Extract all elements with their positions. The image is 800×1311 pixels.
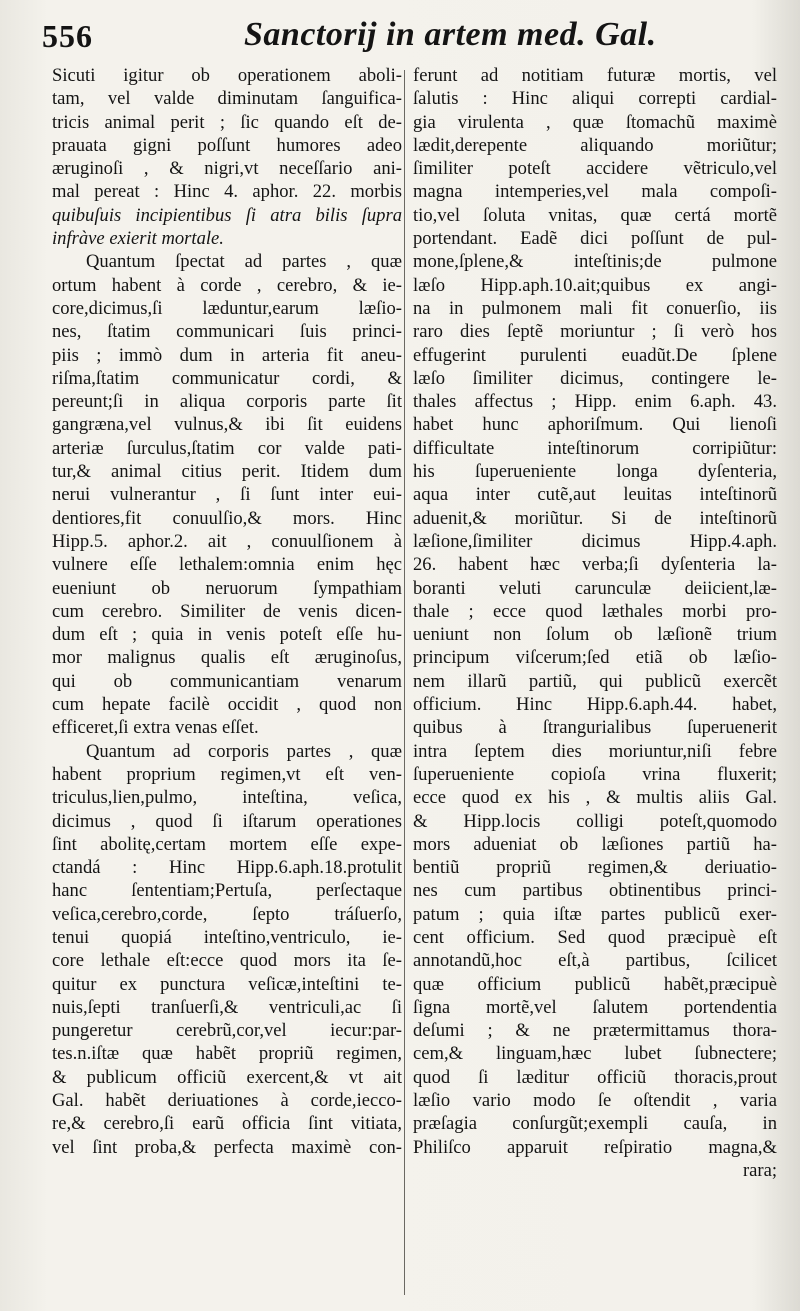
text-line: officium. Hinc Hipp.6.aph.44. habet, — [413, 694, 777, 716]
text-line: efficeret,ſi extra venas eſſet. — [52, 717, 259, 739]
text-line: tam, vel valde diminutam ſanguifica- — [52, 88, 402, 110]
text-line: difficultate inteſtinorum corripiũtur: — [413, 437, 777, 459]
text-line: lædit,derepente aliquando moriũtur; — [413, 134, 777, 156]
text-line: raro dies ſeptẽ moriuntur ; ſi verò hos — [413, 321, 777, 343]
text-line: mors adueniat ob læſiones partiũ ha- — [413, 833, 777, 855]
text-line: ſuperueniente copioſa vrina fluxerit; — [413, 763, 777, 785]
text-line: gia virulenta , quæ ſtomachũ maximè — [413, 111, 777, 133]
text-line: læſione,ſimiliter dicimus Hipp.4.aph. — [413, 530, 777, 552]
text-line: cum hepate facilè occidit , quod non — [52, 694, 402, 716]
text-line: tio,vel ſoluta vnitas, quæ certá mortẽ — [413, 204, 777, 226]
text-line: præſagia conſurgũt;exempli cauſa, in — [413, 1113, 777, 1135]
text-line: veſica,cerebro,corde, ſepto tráſuerſo, — [52, 903, 402, 925]
column-divider — [404, 70, 405, 1295]
text-line: boranti veluti carunculæ deiicient,læ- — [413, 577, 777, 599]
text-line: prauata gigni poſſunt humores adeo — [52, 134, 402, 156]
text-line: habent proprium regimen,vt eſt ven- — [52, 763, 402, 785]
text-line: læſio vario modo ſe oſtendit , varia — [413, 1090, 777, 1112]
text-line: na in pulmonem mali fit conuerſio, iis — [413, 297, 777, 319]
text-line: cent officium. Sed quod præcipuè eſt — [413, 926, 777, 948]
text-line: deſumi ; & ne prætermittamus thora- — [413, 1020, 777, 1042]
text-line: ueniunt non ſolum ob læſionẽ trium — [413, 624, 777, 646]
text-line: læſo ſimiliter dicimus, contingere le- — [413, 367, 777, 389]
text-line: nes cum partibus obtinentibus princi- — [413, 880, 777, 902]
text-line: quibus à ſtrangurialibus ſuperuenerit — [413, 717, 777, 739]
text-line: vel ſint proba,& perfecta maximè con- — [52, 1136, 402, 1158]
text-line: vulnere eſſe lethalem:omnia enim hęc — [52, 554, 402, 576]
text-line: intra ſeptem dies moriuntur,niſi febre — [413, 740, 777, 762]
text-line: nerui vulnerantur , ſi ſunt inter eui- — [52, 484, 402, 506]
text-line: aqua inter cutẽ,aut leuitas inteſtinorũ — [413, 484, 777, 506]
text-line: ſigna mortẽ,vel ſalutem portendentia — [413, 996, 777, 1018]
text-line: rara; — [742, 1159, 777, 1181]
text-line: cem,& linguam,hæc lubet ſubnectere; — [413, 1043, 777, 1065]
text-line: core,dicimus,ſi læduntur,earum læſio- — [52, 297, 402, 319]
text-line: ferunt ad notitiam futuræ mortis, vel — [413, 65, 777, 86]
text-line: & publicum officiũ exercent,& vt ait — [52, 1066, 402, 1088]
right-text-column — [413, 64, 777, 1182]
text-line: æruginoſi , & nigri,vt neceſſario ani- — [52, 158, 402, 180]
text-line: 26. habent hæc verba;ſi dyſenteria la- — [413, 554, 777, 576]
text-line: Philiſco apparuit reſpiratio magna,& — [413, 1136, 777, 1158]
running-head: Sanctorij in artem med. Gal. — [244, 16, 657, 53]
text-line: infràve exierit mortale. — [52, 228, 224, 250]
text-line: annotandũ,hoc eſt,à partibus, ſcilicet — [413, 950, 777, 972]
text-line: mal pereat : Hinc 4. aphor. 22. morbis — [52, 181, 402, 203]
text-line: nem illarũ partiũ, qui publicũ exercẽt — [413, 670, 777, 692]
text-line: ſimiliter poteſt accidere vẽtriculo,vel — [413, 158, 777, 180]
text-line: triculus,lien,pulmo, inteſtina, veſica, — [52, 787, 402, 809]
text-line: aduenit,& moriũtur. Si de inteſtinorũ — [413, 507, 777, 529]
text-line: mone,ſplene,& inteſtinis;de pulmone — [413, 251, 777, 273]
text-line: ſint abolitę,certam mortem eſſe expe- — [52, 833, 402, 855]
text-line: tricis animal perit ; ſic quando eſt de- — [52, 111, 402, 133]
text-line: nuis,ſepti tranſuerſi,& ventriculi,ac ſi — [52, 996, 402, 1018]
text-line: nes, ſtatim communicari ſuis princi- — [52, 321, 402, 343]
text-line: & Hipp.locis colligi poteſt,quomodo — [413, 810, 777, 832]
page-header — [0, 0, 800, 64]
text-line: arteriæ ſurculus,ſtatim cor valde pati- — [52, 437, 402, 459]
text-line: effugerint purulenti euadũt.De ſplene — [413, 344, 777, 366]
text-line: tur,& animal citius perit. Itidem dum — [52, 461, 402, 483]
text-line: Quantum ſpectat ad partes , quæ — [86, 251, 402, 273]
text-line: magna intemperies,vel mala compoſi- — [413, 181, 777, 203]
text-line: patum ; quia iſtæ partes publicũ exer- — [413, 903, 777, 925]
text-line: mor malignus qualis eſt æruginoſus, — [52, 647, 402, 669]
text-line: ortum habent à corde , cerebro, & ie- — [52, 274, 402, 296]
text-line: dentiores,fit conuulſio,& mors. Hinc — [52, 507, 402, 529]
text-line: Quantum ad corporis partes , quæ — [86, 740, 402, 762]
text-line: re,& cerebro,ſi earũ officia ſint vitiata, — [52, 1113, 402, 1135]
text-line: quod ſi læditur officiũ thoracis,prout — [413, 1066, 777, 1088]
text-line: thale ; ecce quod læthales morbi pro- — [413, 600, 777, 622]
text-line: læſo Hipp.aph.10.ait;quibus ex angi- — [413, 274, 777, 296]
text-line: quibuſuis incipientibus ſi atra bilis ſupra — [52, 204, 402, 226]
text-line: Sicuti igitur ob operationem aboli- — [52, 65, 402, 86]
text-line: qui ob communicantiam venarum — [52, 670, 402, 692]
text-line: principum viſcerum;ſed etiã ob læſio- — [413, 647, 777, 669]
text-line: quitur ex punctura veſicæ,inteſtini te- — [52, 973, 402, 995]
text-line: habet hunc aphoriſmum. Qui lienoſi — [413, 414, 777, 436]
text-line: ſalutis : Hinc aliqui correpti cardial- — [413, 88, 777, 110]
text-line: eueniunt ob neruorum ſympathiam — [52, 577, 402, 599]
text-line: portendant. Eadẽ dici poſſunt de pul- — [413, 228, 777, 250]
text-line: pungeretur cerebrũ,cor,vel iecur:par- — [52, 1020, 402, 1042]
text-line: his ſuperueniente longa dyſenteria, — [413, 461, 777, 483]
text-line: gangræna,vel vulnus,& ibi ſit euidens — [52, 414, 402, 436]
text-line: ctandá : Hinc Hipp.6.aph.18.protulit — [52, 857, 402, 879]
text-line: pereunt;ſi in aliqua corporis parte ſit — [52, 391, 402, 413]
text-line: bentiũ propriũ regimen,& deriuatio- — [413, 857, 777, 879]
text-line: riſma,ſtatim communicatur cordi, & — [52, 367, 402, 389]
text-line: quæ officium publicũ habẽt,præcipuè — [413, 973, 777, 995]
text-line: Hipp.5. aphor.2. ait , conuulſionem à — [52, 530, 402, 552]
text-line: dicimus , quod ſi iſtarum operationes — [52, 810, 402, 832]
text-line: dum eſt ; quia in venis poteſt eſſe hu- — [52, 624, 402, 646]
text-line: hanc ſententiam;Pertuſa, perſectaque — [52, 880, 402, 902]
left-text-column — [52, 64, 402, 1159]
text-line: core lethale eſt:ecce quod mors ita ſe- — [52, 950, 402, 972]
page-number: 556 — [42, 18, 93, 54]
text-line: thales affectus ; Hipp. enim 6.aph. 43. — [413, 391, 777, 413]
text-line: tenui quopiá inteſtino,ventriculo, ie- — [52, 926, 402, 948]
text-line: ecce quod ex his , & multis aliis Gal. — [413, 787, 777, 809]
text-line: Gal. habẽt deriuationes à corde,iecco- — [52, 1090, 402, 1112]
text-line: piis ; immò dum in arteria fit aneu- — [52, 344, 402, 366]
text-line: tes.n.iſtæ quæ habẽt propriũ regimen, — [52, 1043, 402, 1065]
text-line: cum cerebro. Similiter de venis dicen- — [52, 600, 402, 622]
